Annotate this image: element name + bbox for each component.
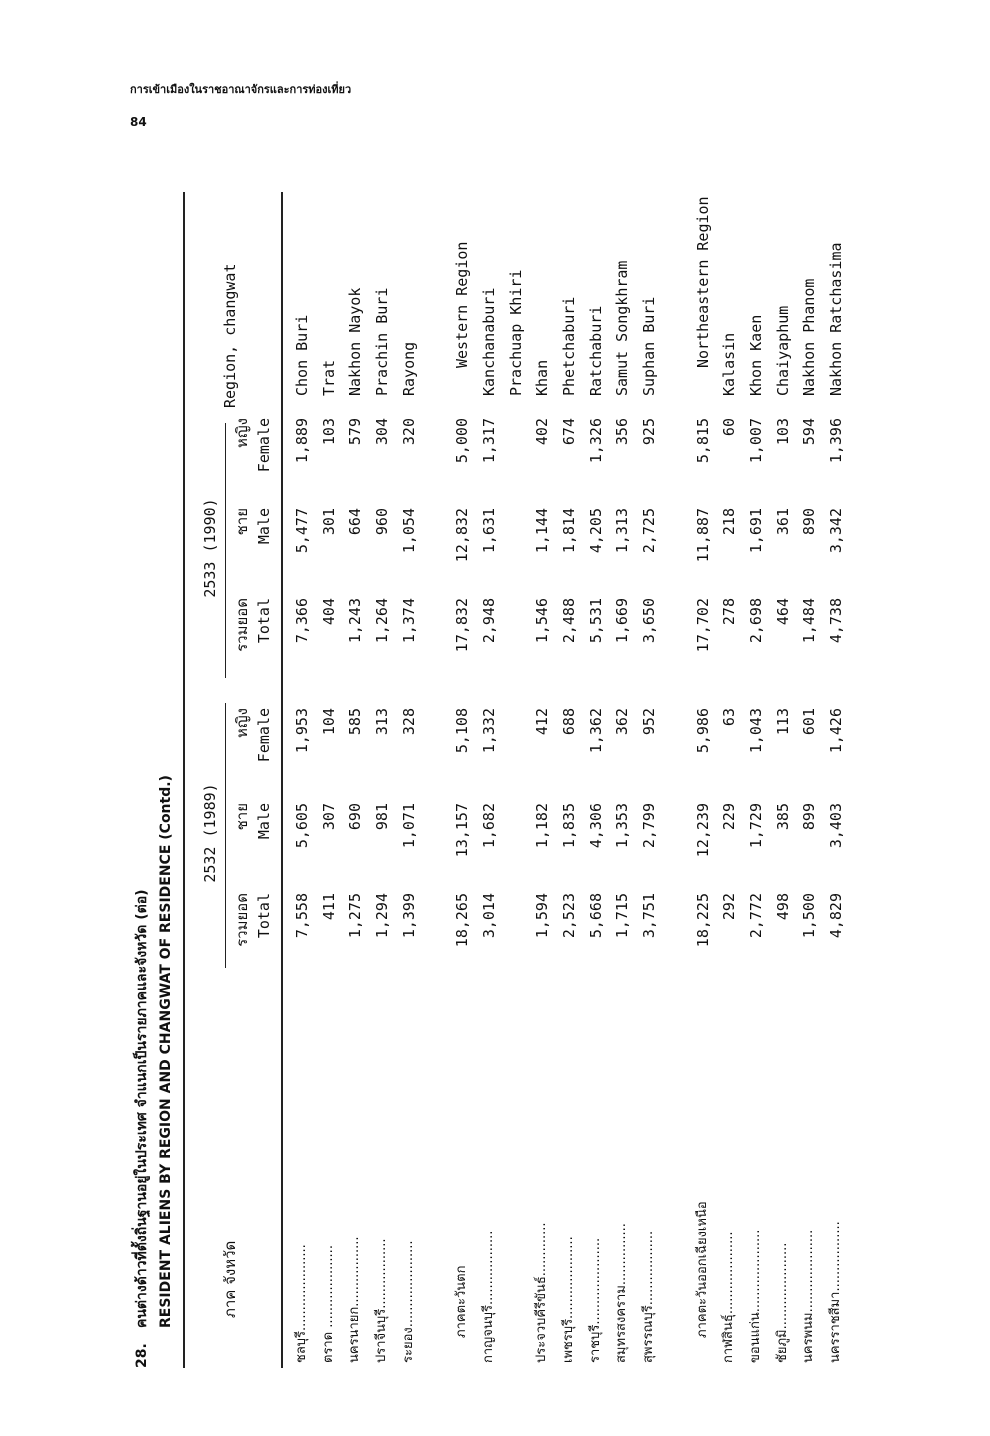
table-cell: 3,751 <box>640 893 659 939</box>
table-cell: 13,157 <box>453 803 472 858</box>
table-cell: 412 <box>533 708 552 736</box>
table-cell: 1,669 <box>613 598 632 644</box>
row-label-english: Trat <box>319 359 338 396</box>
row-label-english: Prachin Buri <box>373 287 392 396</box>
running-title: การเข้าเมืองในราชอาณาจักรและการท่องเที่ยว <box>130 83 352 96</box>
row-label-thai: นครราชสีมา................. <box>828 1221 843 1363</box>
table-cell: 981 <box>373 803 392 831</box>
table-cell: 1,814 <box>560 508 578 554</box>
row-label-thai: ปราจีนบุรี................. <box>374 1238 390 1363</box>
table-cell: 313 <box>373 708 392 736</box>
table-cell: 2,772 <box>746 893 765 939</box>
table-cell: 307 <box>319 803 338 831</box>
table-cell: 674 <box>560 418 578 446</box>
rotated-table <box>125 188 885 1368</box>
table-cell: 2,799 <box>640 803 659 849</box>
table-cell: 1,182 <box>533 803 552 849</box>
table-cell: 952 <box>640 708 659 736</box>
table-cell: 899 <box>800 803 819 831</box>
table-cell: 1,294 <box>373 893 392 939</box>
year-1-rule <box>225 703 226 968</box>
table-cell: 1,144 <box>533 508 552 554</box>
table-cell: 664 <box>346 508 365 536</box>
column-header-thai: ชาย <box>233 803 251 831</box>
table-cell: 5,986 <box>693 708 712 754</box>
row-label-english: Nakhon Nayok <box>346 287 365 396</box>
row-label-english: Prachuap Khiri <box>506 269 525 396</box>
table-cell: 5,815 <box>693 418 712 464</box>
table-cell: 585 <box>346 708 365 736</box>
table-cell: 63 <box>720 708 739 727</box>
table-cell: 890 <box>800 508 819 536</box>
table-cell: 304 <box>373 418 392 446</box>
row-label-thai: ภาคตะวันออกเฉียงเหนือ <box>694 1201 710 1338</box>
table-cell: 18,225 <box>693 893 712 948</box>
table-cell: 1,353 <box>613 803 632 849</box>
row-label-thai: กาญจนบุรี.................. <box>480 1230 496 1363</box>
table-title-english: RESIDENT ALIENS BY REGION AND CHANGWAT OF RESIDENCE (Contd.) <box>158 775 174 1328</box>
table-cell: 1,426 <box>827 708 845 754</box>
header-right: Region, changwat <box>221 263 239 408</box>
table-cell: 688 <box>560 708 578 736</box>
table-cell: 404 <box>319 598 338 626</box>
table-cell: 2,523 <box>560 893 578 939</box>
row-label-english: Kanchanaburi <box>479 287 498 396</box>
table-cell: 3,650 <box>640 598 659 644</box>
table-cell: 5,531 <box>586 598 605 644</box>
table-cell: 1,715 <box>613 893 632 939</box>
row-label-english: Ratchaburi <box>586 305 605 396</box>
table-cell: 5,605 <box>293 803 311 849</box>
table-cell: 2,488 <box>560 598 578 644</box>
header-left: ภาค จังหวัด <box>221 1240 239 1318</box>
table-cell: 690 <box>346 803 365 831</box>
table-cell: 4,829 <box>827 893 845 939</box>
table-cell: 1,071 <box>399 803 418 849</box>
column-header-english: Total <box>255 893 273 939</box>
table-cell: 356 <box>613 418 632 446</box>
column-header-english: Male <box>255 803 273 840</box>
column-header-english: Total <box>255 598 273 644</box>
table-cell: 1,264 <box>373 598 392 644</box>
row-label-thai: ชัยภูมิ..................... <box>774 1242 790 1363</box>
row-label-english: Samut Songkhram <box>613 260 632 396</box>
row-label-english: Nakhon Phanom <box>800 278 819 396</box>
table-cell: 1,332 <box>479 708 498 754</box>
table-cell: 1,953 <box>293 708 311 754</box>
table-cell: 12,832 <box>453 508 472 563</box>
table-cell: 103 <box>773 418 792 446</box>
row-label-thai: ระยอง..................... <box>400 1240 416 1363</box>
table-cell: 3,014 <box>479 893 498 939</box>
table-cell: 1,362 <box>586 708 605 754</box>
table-cell: 1,043 <box>746 708 765 754</box>
table-cell: 18,265 <box>453 893 472 948</box>
row-label-thai: สมุทรสงคราม............... <box>614 1223 630 1363</box>
row-label-thai: นครนายก................. <box>347 1236 363 1363</box>
table-cell: 361 <box>773 508 792 536</box>
table-cell: 411 <box>319 893 338 921</box>
column-header-thai: หญิง <box>233 708 251 738</box>
row-label-thai: นครพนม.................... <box>801 1229 817 1363</box>
table-cell: 1,835 <box>560 803 578 849</box>
row-label-english: Chon Buri <box>293 314 311 396</box>
table-cell: 328 <box>399 708 418 736</box>
row-label-thai: ชลบุรี..................... <box>294 1244 309 1363</box>
table-cell: 1,631 <box>479 508 498 554</box>
row-label-english: Nakhon Ratchasima <box>827 242 845 396</box>
table-cell: 4,306 <box>586 803 605 849</box>
table-cell: 218 <box>720 508 739 536</box>
table-cell: 498 <box>773 893 792 921</box>
row-label-english: Kalasin <box>720 332 739 396</box>
table-cell: 301 <box>319 508 338 536</box>
table-cell: 1,729 <box>746 803 765 849</box>
page-number: 84 <box>130 115 147 129</box>
table-cell: 1,243 <box>346 598 365 644</box>
table-cell: 385 <box>773 803 792 831</box>
row-label-thai: กาฬสินธุ์.................... <box>721 1231 737 1363</box>
table-cell: 1,396 <box>827 418 845 464</box>
table-cell: 113 <box>773 708 792 736</box>
row-label-english: Suphan Buri <box>640 296 659 396</box>
table-cell: 594 <box>800 418 819 446</box>
row-label-english: Khon Kaen <box>746 314 765 396</box>
table-cell: 1,546 <box>533 598 552 644</box>
top-rule <box>183 192 185 1368</box>
table-cell: 925 <box>640 418 659 446</box>
table-cell: 104 <box>319 708 338 736</box>
table-cell: 4,738 <box>827 598 845 644</box>
table-cell: 7,558 <box>293 893 311 939</box>
row-label-thai: สุพรรณบุรี.................. <box>641 1230 657 1363</box>
row-label-english: Rayong <box>399 341 418 396</box>
column-header-thai: ชาย <box>233 508 251 536</box>
table-cell: 2,725 <box>640 508 659 554</box>
table-cell: 292 <box>720 893 739 921</box>
row-label-thai: ตราด .................... <box>320 1245 336 1363</box>
table-cell: 1,007 <box>746 418 765 464</box>
table-cell: 1,054 <box>399 508 418 554</box>
table-cell: 278 <box>720 598 739 626</box>
row-label-english: Khan <box>533 359 552 396</box>
year-2-rule <box>225 423 226 678</box>
table-cell: 1,374 <box>399 598 418 644</box>
table-cell: 12,239 <box>693 803 712 858</box>
table-title-thai: คนต่างด้าวที่ตั้งถิ่นฐานอยู่ในประเทศ จำแนกเป็นรายภาคและจังหวัด (ต่อ) <box>134 889 150 1328</box>
table-cell: 60 <box>720 418 739 437</box>
table-cell: 579 <box>346 418 365 446</box>
row-label-english: Chaiyaphum <box>773 305 792 396</box>
row-label-thai: ราชบุรี..................... <box>587 1237 603 1363</box>
table-cell: 17,702 <box>693 598 712 653</box>
table-cell: 4,205 <box>586 508 605 554</box>
column-header-thai: รวมยอด <box>233 598 251 652</box>
column-header-english: Female <box>255 418 273 473</box>
table-cell: 5,477 <box>293 508 311 554</box>
table-cell: 2,948 <box>479 598 498 644</box>
table-cell: 1,484 <box>800 598 819 644</box>
table-cell: 5,000 <box>453 418 472 464</box>
row-label-english: Northeastern Region <box>693 196 712 368</box>
row-label-thai: ภาคตะวันตก <box>454 1265 470 1338</box>
table-cell: 1,691 <box>746 508 765 554</box>
table-cell: 17,832 <box>453 598 472 653</box>
table-cell: 1,317 <box>479 418 498 464</box>
row-label-english: Phetchaburi <box>560 296 578 396</box>
table-cell: 1,594 <box>533 893 552 939</box>
table-cell: 5,668 <box>586 893 605 939</box>
table-cell: 11,887 <box>693 508 712 563</box>
row-label-thai: ขอนแก่น.................... <box>747 1229 763 1363</box>
year-1-header: 2532 (1989) <box>201 783 219 883</box>
column-header-thai: หญิง <box>233 418 251 448</box>
table-cell: 464 <box>773 598 792 626</box>
table-cell: 1,682 <box>479 803 498 849</box>
table-cell: 103 <box>319 418 338 446</box>
table-cell: 362 <box>613 708 632 736</box>
column-header-english: Male <box>255 508 273 545</box>
table-cell: 1,500 <box>800 893 819 939</box>
column-header-english: Female <box>255 708 273 763</box>
header-rule <box>281 192 283 1368</box>
table-cell: 2,698 <box>746 598 765 644</box>
table-cell: 1,326 <box>586 418 605 464</box>
table-cell: 1,399 <box>399 893 418 939</box>
row-label-thai: เพชรบุรี.................... <box>561 1236 576 1363</box>
table-cell: 960 <box>373 508 392 536</box>
table-cell: 1,275 <box>346 893 365 939</box>
table-cell: 402 <box>533 418 552 446</box>
table-cell: 1,889 <box>293 418 311 464</box>
table-cell: 7,366 <box>293 598 311 644</box>
table-number: 28. <box>134 1343 150 1368</box>
year-2-header: 2533 (1990) <box>201 498 219 598</box>
table-cell: 1,313 <box>613 508 632 554</box>
table-cell: 320 <box>399 418 418 446</box>
table-cell: 3,403 <box>827 803 845 849</box>
column-header-thai: รวมยอด <box>233 893 251 947</box>
table-cell: 3,342 <box>827 508 845 554</box>
table-cell: 5,108 <box>453 708 472 754</box>
table-cell: 229 <box>720 803 739 831</box>
row-label-english: Western Region <box>453 241 472 368</box>
row-label-thai: ประจวบคีรีขันธ์............. <box>534 1222 550 1363</box>
table-cell: 601 <box>800 708 819 736</box>
